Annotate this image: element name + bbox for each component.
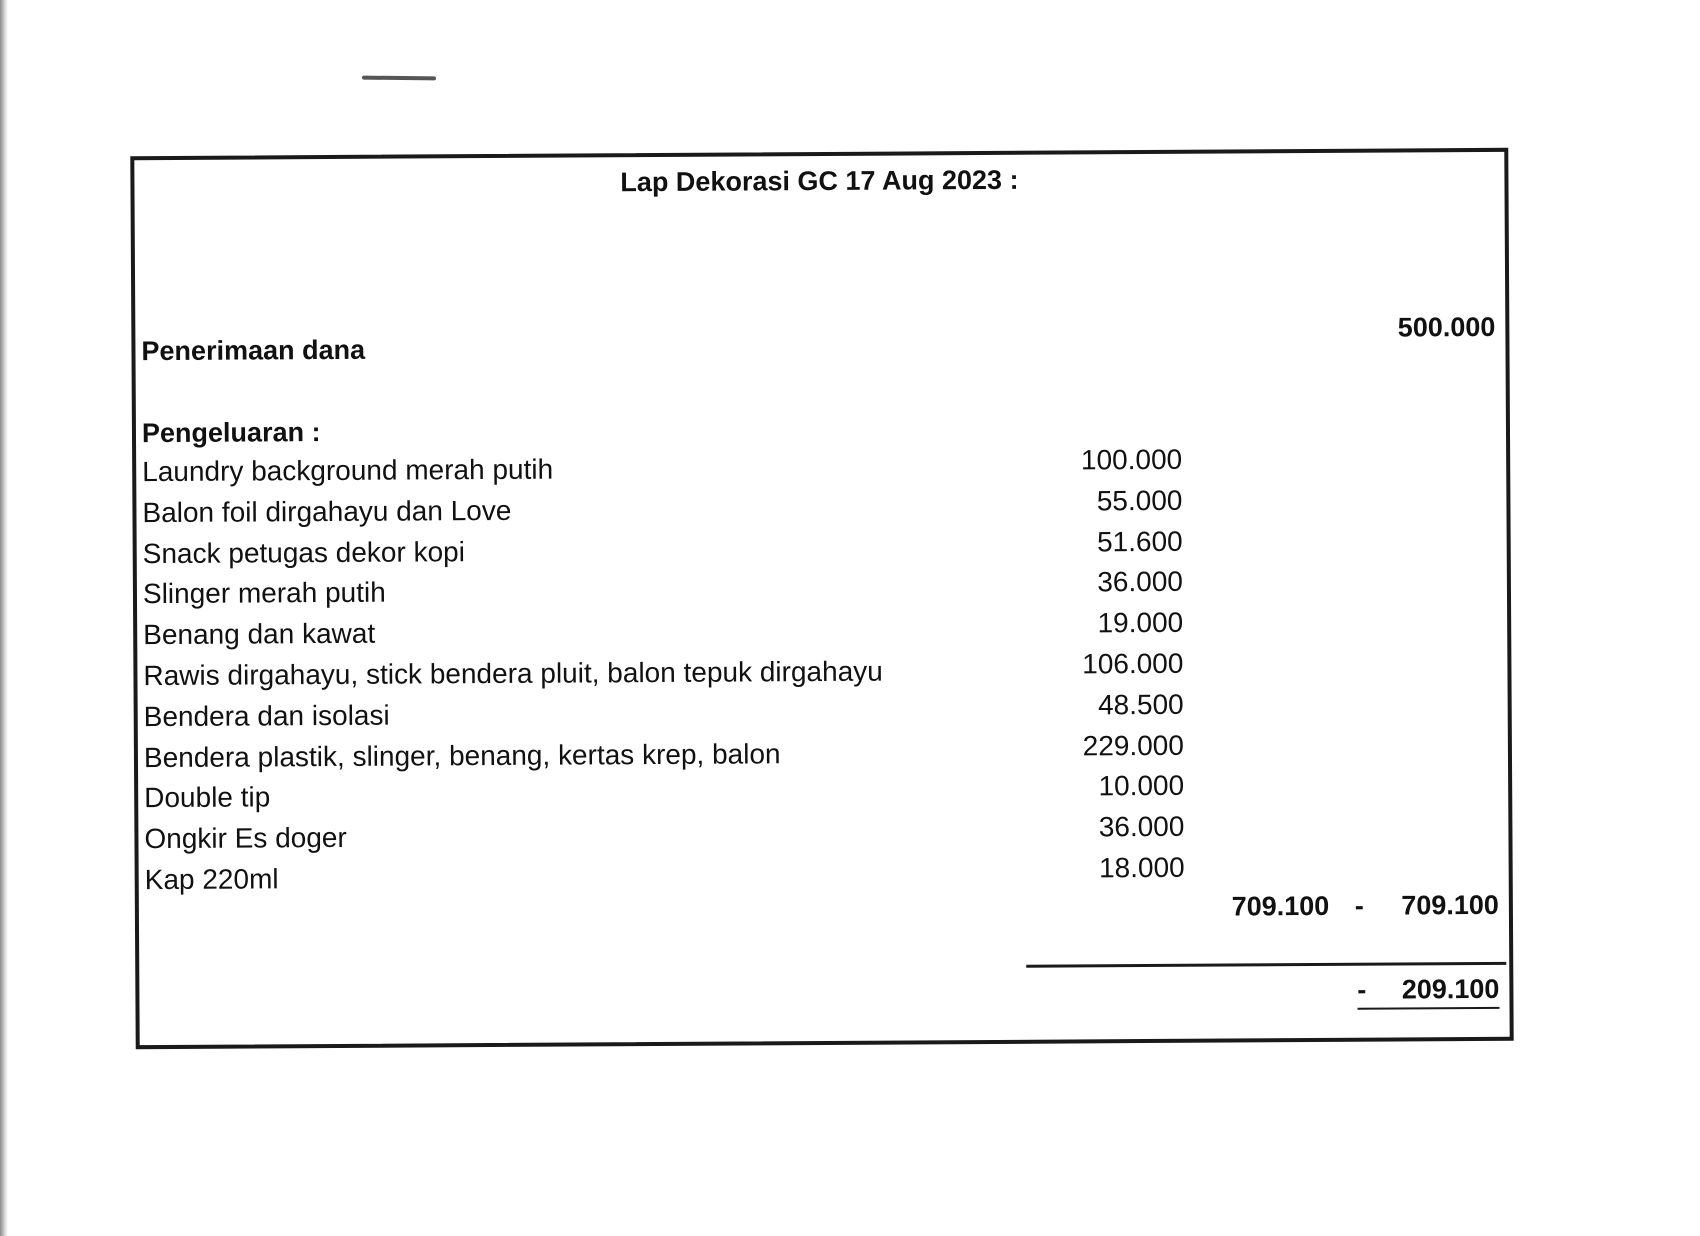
expense-amount: 48.500 [1097, 688, 1184, 721]
expense-row [143, 729, 1184, 782]
expense-description: Bendera plastik, slinger, benang, kertas krep, balon [143, 737, 781, 773]
expense-amount: 51.600 [1096, 525, 1183, 557]
income-amount: 500.000 [1397, 311, 1496, 343]
stray-pen-mark [362, 76, 436, 81]
expense-description: Benang dan kawat [143, 617, 376, 651]
expense-description: Slinger merah putih [142, 577, 386, 610]
expense-amount: 106.000 [1082, 647, 1184, 680]
total-rule-line [1026, 962, 1506, 968]
expense-row [143, 647, 1184, 701]
expense-heading: Pengeluaran : [141, 417, 321, 449]
expense-subtotal-carried: 709.100 [1401, 889, 1499, 921]
expense-subtotal: 709.100 [1231, 890, 1330, 922]
expense-amount: 10.000 [1098, 770, 1185, 802]
expense-row [144, 810, 1185, 864]
expense-amount: 100.000 [1080, 443, 1183, 476]
expense-amount: 18.000 [1098, 851, 1185, 884]
balance-sign: - [1357, 974, 1367, 1005]
income-label: Penerimaan dana [141, 334, 366, 367]
expense-row [142, 443, 1183, 497]
expense-description: Balon foil dirgahayu dan Love [142, 494, 512, 528]
expense-row [143, 606, 1184, 660]
expense-row [142, 566, 1183, 619]
expense-description: Snack petugas dekor kopi [142, 535, 466, 569]
expense-description: Kap 220ml [144, 863, 279, 896]
expense-description: Ongkir Es doger [144, 822, 347, 855]
expense-amount: 36.000 [1097, 566, 1183, 598]
expense-amount: 55.000 [1096, 484, 1183, 517]
report-box [130, 148, 1513, 1049]
scan-edge-shadow [0, 0, 8, 1236]
expense-row [142, 525, 1183, 578]
expense-total-row [1232, 890, 1499, 923]
expense-amount: 19.000 [1097, 606, 1184, 639]
expense-row [143, 688, 1184, 742]
balance-amount: 209.100 [1401, 973, 1500, 1005]
expense-row [142, 484, 1183, 538]
minus-sign: - [1354, 890, 1364, 921]
balance-row [1357, 974, 1499, 1010]
expense-description: Rawis dirgahayu, stick bendera pluit, balon tepuk dirgahayu [143, 655, 883, 692]
expense-description: Bendera dan isolasi [143, 699, 390, 732]
expense-amount: 36.000 [1098, 810, 1185, 843]
expense-description: Double tip [144, 781, 271, 814]
report-title: Lap Dekorasi GC 17 Aug 2023 : [620, 164, 1019, 198]
expense-row [144, 770, 1185, 823]
expense-list [142, 443, 1185, 905]
expense-row [144, 851, 1185, 905]
expense-description: Laundry background merah putih [142, 453, 554, 488]
expense-amount: 229.000 [1082, 729, 1184, 761]
